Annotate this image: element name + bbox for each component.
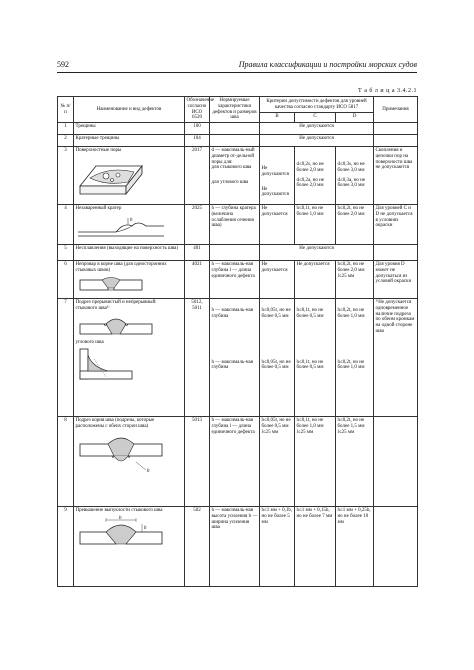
row-code: 100 — [185, 123, 210, 135]
row-chars-cell — [210, 147, 260, 205]
row-level-d: h≤0,2t, но не более 2,0 мм l≤25 мм — [336, 261, 374, 299]
weld-pore-sketch — [76, 156, 183, 198]
row-level-d: d≤0,3a, но не более 3,0 мм — [337, 177, 366, 189]
row-level-d: h≤0,2t, но не более 1,5 мм l≤25 мм — [336, 417, 374, 507]
row-chars: h — максималь-ная глубина l — длина единичного дефекта — [210, 261, 260, 299]
page-header — [57, 60, 417, 72]
row-name-cell — [74, 205, 185, 245]
table-row — [58, 147, 418, 205]
row-chars-butt: для стыкового шва — [211, 165, 252, 171]
svg-text:h: h — [143, 525, 146, 531]
row-num: 6 — [58, 261, 74, 299]
defects-table — [57, 96, 418, 587]
table-label: Т а б л и ц а 3.4.2.1 — [358, 88, 417, 94]
row-code: 5012, 5011 — [185, 299, 210, 417]
row-chars-butt: h — максималь-ная глубина — [211, 308, 254, 319]
row-name: Подрез прерывистый и непрерывный: — [75, 300, 157, 305]
row-name-cell — [74, 147, 185, 205]
row-level-d: d≤0,3s, но не более 3,0 мм — [337, 162, 365, 173]
row-name: Непровар в корне шва (для односторонних стыковых швов) — [75, 262, 167, 273]
row-name-cell — [74, 299, 185, 417]
row-name: Поверхностные поры — [75, 148, 122, 153]
row-num: 2 — [58, 135, 74, 147]
header-name: Наименование и вид дефектов — [74, 97, 185, 123]
row-code: 502 — [185, 507, 210, 587]
row-note — [374, 123, 418, 135]
row-level-d-cell — [336, 299, 374, 417]
row-note: Для уровней C и D не допускается в условиях окраски — [374, 205, 418, 245]
row-name: Кратерные трещины — [74, 135, 185, 147]
row-name: Подрез корня шва (подрезы, которые расположены с обеих сторон шва) — [75, 418, 155, 429]
table-row — [58, 261, 418, 299]
svg-text:h: h — [146, 468, 149, 474]
svg-text:b: b — [118, 515, 121, 521]
header-code: Обозначение согласно ИСО 6520 — [185, 97, 210, 123]
row-note — [374, 417, 418, 507]
row-name-cell — [74, 261, 185, 299]
row-level-c: Не допускается — [295, 261, 336, 299]
row-chars — [210, 135, 260, 147]
header-num: № п/п — [58, 97, 74, 123]
row-name-fillet: углового шва — [75, 339, 104, 345]
row-level-b-cell — [260, 299, 295, 417]
row-num: 1 — [58, 123, 74, 135]
row-level-d: h≤0,2t, но не более 1,0 мм — [337, 359, 365, 371]
row-chars-intro: d — максималь-ный диаметр от-дельной поры для: — [211, 148, 255, 165]
row-chars-cell — [210, 299, 260, 417]
header-notes: Примечания — [374, 97, 418, 123]
row-code: 2025 — [185, 205, 210, 245]
row-level-b-cell — [260, 147, 295, 205]
row-code: 2017 — [185, 147, 210, 205]
row-chars — [210, 123, 260, 135]
row-chars: h — максималь-ная глубина l — длина единичного дефекта — [210, 417, 260, 507]
row-chars — [210, 245, 260, 261]
running-title: Правила классификации и постройки морских судов — [238, 60, 417, 69]
row-level-c: h≤0,1t, но не более 1,0 мм l≤25 мм — [295, 417, 336, 507]
row-note: ¹⁾Не допускается одновременное наличие подреза по обеим кромкам на одной стороне шва — [374, 299, 418, 417]
row-level-b: h≤0,05t, но не более 0,5 мм — [261, 308, 291, 319]
header-chars: Нормируемые характеристики дефектов и размеров шва — [210, 97, 260, 123]
row-note — [374, 245, 418, 261]
table-row — [58, 417, 418, 507]
row-level-c: h≤0,1t, но не более 1,0 мм — [295, 205, 336, 245]
row-level-d: h≤0,2t, но не более 2,0 мм — [336, 205, 374, 245]
row-merged-criteria: Не допускаются — [260, 123, 374, 135]
row-level-d: h≤1 мм + 0,25b, но не более 10 мм — [336, 507, 374, 587]
header-criteria: Критерии допустимости дефектов для уровней качества согласно стандарту ИСО 5817 — [260, 97, 374, 113]
row-note: Скопления и цепочки пор на поверхности шва не допускаются — [374, 147, 418, 205]
table-row — [58, 299, 418, 417]
row-level-b: Не допускается — [260, 205, 295, 245]
row-level-c: h≤0,1t, но не более 0,5 мм — [296, 308, 324, 319]
row-level-b: Не допускаются — [261, 166, 289, 177]
row-code: 5013 — [185, 417, 210, 507]
row-code: 104 — [185, 135, 210, 147]
row-level-c: d≤0,2s, но не более 2,0 мм — [296, 162, 324, 173]
crater-sketch — [76, 214, 183, 238]
row-name-butt: стыкового шва¹⁾ — [75, 305, 110, 311]
row-num: 5 — [58, 245, 74, 261]
row-num: 8 — [58, 417, 74, 507]
table-header-row — [58, 97, 418, 113]
row-name: Трещины — [74, 123, 185, 135]
row-chars: h — глубина кратера (величина ослабления сечения шва) — [210, 205, 260, 245]
row-level-b: Не допускаются — [261, 186, 289, 198]
row-level-c: h≤1 мм + 0,15b, но не более 7 мм — [295, 507, 336, 587]
row-note — [374, 135, 418, 147]
row-level-b: h≤1 мм + 0,1b, но не более 5 мм — [260, 507, 295, 587]
row-merged-criteria: Не допускаются — [260, 135, 374, 147]
butt-undercut-sketch — [76, 314, 183, 340]
row-level-b: h≤0,05t, но не более 0,5 мм l≤25 мм — [260, 417, 295, 507]
row-name: Несплавления (выходящие на поверхность шва) — [74, 245, 185, 261]
reinforcement-sketch — [76, 516, 183, 550]
table-row — [58, 245, 418, 261]
root-undercut-sketch — [76, 432, 183, 478]
table-row — [58, 123, 418, 135]
row-num: 4 — [58, 205, 74, 245]
row-num: 3 — [58, 147, 74, 205]
header-level-c: C — [295, 113, 336, 123]
row-level-d-cell — [336, 147, 374, 205]
root-penetration-sketch — [76, 276, 183, 296]
row-level-b: h≤0,05t, но не более 0,5 мм — [261, 359, 291, 371]
row-level-c: d≤0,2a, но не более 2,0 мм — [296, 177, 325, 189]
row-level-d: h≤0,2t, но не более 1,0 мм — [337, 308, 365, 319]
page-number: 592 — [57, 60, 69, 69]
table-row — [58, 205, 418, 245]
row-name-cell — [74, 417, 185, 507]
row-chars: h — максималь-ная высота усиления b — ширина усиления шва — [210, 507, 260, 587]
row-note — [374, 507, 418, 587]
fillet-undercut-sketch — [76, 347, 183, 383]
row-merged-criteria: Не допускаются — [260, 245, 374, 261]
row-code: 401 — [185, 245, 210, 261]
header-level-d: D — [336, 113, 374, 123]
row-name-cell — [74, 507, 185, 587]
row-chars-fillet: h — максималь-ная глубина — [211, 359, 254, 371]
row-num: 7 — [58, 299, 74, 417]
row-note: Для уровня D может не допускаться из условий окраски — [374, 261, 418, 299]
row-name: Превышение выпуклости стыкового шва — [75, 508, 163, 513]
row-code: 4021 — [185, 261, 210, 299]
row-name: Незаваренный кратер — [75, 206, 122, 211]
row-level-c: h≤0,1t, но не более 0,5 мм — [296, 359, 324, 371]
row-num: 9 — [58, 507, 74, 587]
header-level-b: B — [260, 113, 295, 123]
header-rule — [57, 72, 417, 73]
table-row — [58, 507, 418, 587]
row-level-b: Не допускается — [260, 261, 295, 299]
svg-text:h: h — [129, 217, 132, 223]
row-chars-fillet: для углового шва — [211, 180, 249, 185]
table-row — [58, 135, 418, 147]
row-level-c-cell — [295, 299, 336, 417]
row-level-c-cell — [295, 147, 336, 205]
